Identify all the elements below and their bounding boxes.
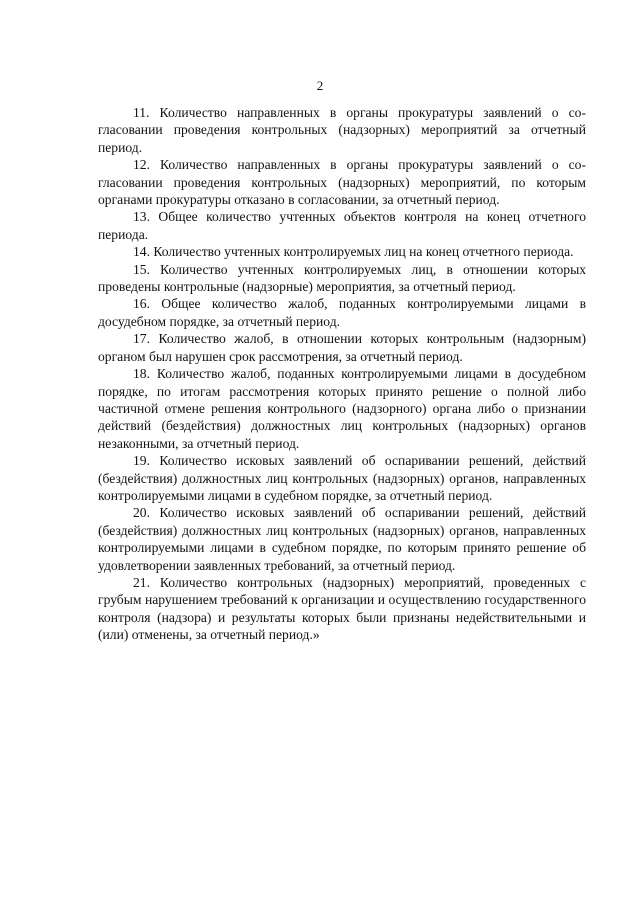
paragraph-16: 16. Общее количество жалоб, поданных контролируемыми лицами в досудебном порядке, за отчетный период. bbox=[98, 296, 586, 329]
paragraph-12: 12. Количество направленных в органы прокуратуры заявлений о согласовании проведения контрольных (надзорных) мероприятий, по которым органами прокуратуры отказано в согласовании, за отчетный период. bbox=[98, 157, 586, 208]
paragraph-18: 18. Количество жалоб, поданных контролируемыми лицами в досудебном порядке, по итогам рассмотрения которых принято решение о полной либо частичной отмене решения контрольного (надзорного) органа либо о признании действий (бездействия) должностных лиц контрольных (надзорных) органов незаконными, за отчетный период. bbox=[98, 366, 586, 451]
paragraph-13: 13. Общее количество учтенных объектов контроля на конец отчетного периода. bbox=[98, 209, 586, 242]
page-number: 2 bbox=[316, 78, 324, 93]
paragraph-19: 19. Количество исковых заявлений об оспаривании решений, действий (бездействия) должностных лиц контрольных (надзорных) органов, направленных контролируемыми лицами в судебном порядке, за отчетный период. bbox=[98, 453, 586, 503]
document-body bbox=[98, 104, 586, 644]
paragraph-21: 21. Количество контрольных (надзорных) мероприятий, проведенных с грубым нарушением требований к организации и осуществлению государственного контроля (надзора) и результаты которых были признаны недействительными и (или) отменены, за отчетный период.» bbox=[98, 574, 586, 643]
paragraph-11: 11. Количество направленных в органы прокуратуры заявлений о согласовании проведения контрольных (надзорных) мероприятий за отчетный период. bbox=[98, 105, 586, 155]
paragraph-15: 15. Количество учтенных контролируемых лиц, в отношении которых проведены контрольные (надзорные) мероприятия, за отчетный период. bbox=[98, 261, 586, 295]
paragraph-14: 14. Количество учтенных контролируемых лиц на конец отчетного периода. bbox=[133, 244, 574, 260]
paragraph-20: 20. Количество исковых заявлений об оспаривании решений, действий (бездействия) должностных лиц контрольных (надзорных) органов, направленных контролируемыми лицами в судебном порядке, по которым принято решение об удовлетворении заявленных требований, за отчетный период. bbox=[98, 505, 586, 573]
paragraph-17: 17. Количество жалоб, в отношении которых контрольным (надзорным) органом был нарушен срок рассмотрения, за отчетный период. bbox=[98, 331, 586, 364]
